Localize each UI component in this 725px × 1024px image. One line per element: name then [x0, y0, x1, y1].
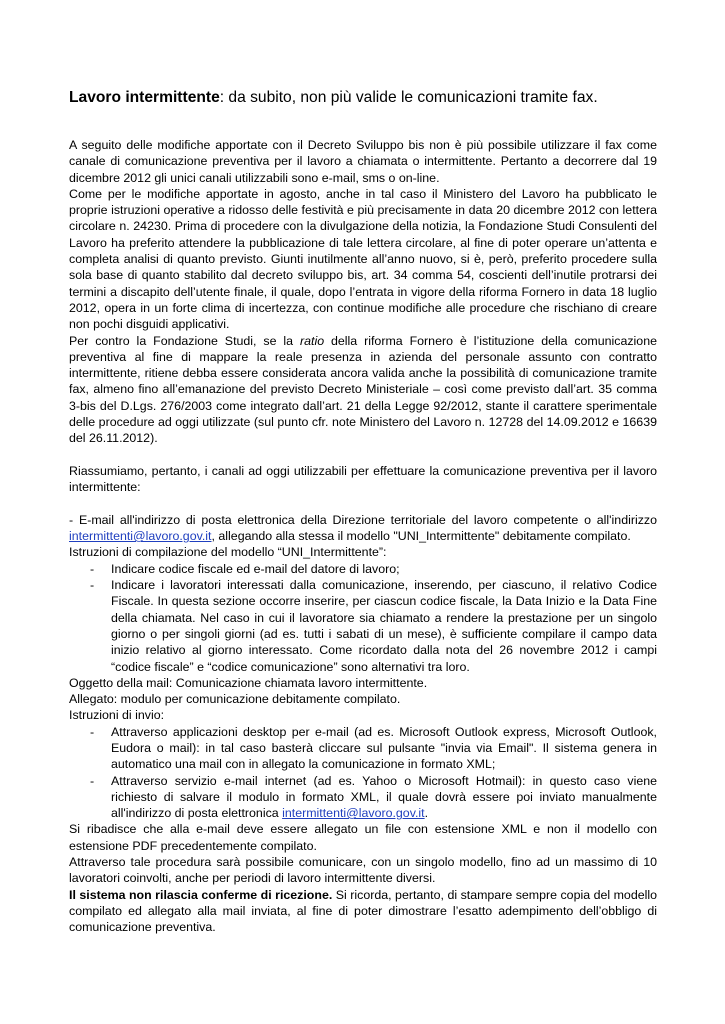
- email-link[interactable]: intermittenti@lavoro.gov.it: [282, 806, 425, 821]
- list-item: - Attraverso servizio e-mail internet (ad es. Yahoo o Microsoft Hotmail): in questo caso viene richiesto di salvare il modulo in formato XML, il quale dovrà essere poi inviato manualmente all'indirizzo di posta elettronica intermittenti@lavoro.gov.it.: [90, 773, 657, 821]
- list-item: - Attraverso applicazioni desktop per e-mail (ad es. Microsoft Outlook express, Microsoft Outlook, Eudora o mail): in tal caso basterà cliccare sul pulsante "invia via Email". Il sistema genera in automatico una mail con in allegato la comunicazione in formato XML;: [90, 724, 657, 772]
- ratio-italic: ratio: [299, 333, 325, 348]
- list-item: - Indicare i lavoratori interessati dalla comunicazione, inserendo, per ciascuno, il relativo Codice Fiscale. In questa sezione occorre inserire, per ciascun codice fiscale, la Data Inizio e la Data Fine della chiamata. Nel caso in cui il lavoratore sia chiamato a rendere la prestazione per un singolo giorno o per singoli giorni (ad es. tutti i sabati di un mese), è sufficiente compilare il campo data inizio relativo al giorno interessato. Come ricordato dalla nota del 26 novembre 2012 i campi “codice fiscale” e “codice comunicazione” sono alternativi tra loro.: [90, 578, 657, 674]
- allegato-line: Allegato: modulo per comunicazione debitamente compilato.: [69, 692, 401, 707]
- istruzioni-invio-heading: Istruzioni di invio:: [69, 708, 165, 723]
- paragraph-intro: A seguito delle modifiche apportate con il Decreto Sviluppo bis non è più possibile utilizzare il fax come canale di comunicazione preventiva per il lavoro a chiamata o intermittente. Pertanto a decorrere dal 19 dicembre 2012 gli unici canali utilizzabili sono e-mail, sms o on-line.: [69, 138, 657, 185]
- document-title: [69, 88, 669, 108]
- send-list: [69, 724, 657, 822]
- paragraph-fondazione: Per contro la Fondazione Studi, se la ratio della riforma Fornero è l’istituzione della comunicazione preventiva al fine di mappare la reale presenza in azienda del personale assunto con contratto intermittente, ritiene debba essere considerata ancora valida anche la possibilità di comunicazione tramite fax, almeno fino all’emanazione del previsto Decreto Ministeriale – così come previsto dall’art. 35 comma 3-bis del D.Lgs. 276/2003 come integrato dall’art. 21 della Legge 92/2012, stante il carattere sperimentale delle procedure ad oggi utilizzate (sul punto cfr. note Ministero del Lavoro n. 12728 del 14.09.2012 e 16639 del 26.11.2012).: [69, 333, 657, 446]
- email-link[interactable]: intermittenti@lavoro.gov.it: [69, 529, 212, 544]
- compilation-list: [69, 561, 657, 675]
- list-item: - Indicare codice fiscale ed e-mail del datore di lavoro;: [90, 561, 400, 576]
- title-rest: : da subito, non più valide le comunicazioni tramite fax.: [219, 89, 598, 106]
- final-bold: Il sistema non rilascia conferme di ricezione.: [69, 887, 333, 902]
- paragraph-riassumiamo: Riassumiamo, pertanto, i canali ad oggi utilizzabili per effettuare la comunicazione preventiva per il lavoro intermittente:: [69, 463, 657, 495]
- paragraph-procedura: Attraverso tale procedura sarà possibile comunicare, con un singolo modello, fino ad un massimo di 10 lavoratori coinvolti, anche per periodi di lavoro intermittente diversi.: [69, 855, 657, 886]
- oggetto-line: Oggetto della mail: Comunicazione chiamata lavoro intermittente.: [69, 675, 428, 690]
- istruzioni-compilazione-heading: Istruzioni di compilazione del modello “UNI_Intermittente”:: [69, 545, 387, 560]
- paragraph-ribadisce: Si ribadisce che alla e-mail deve essere allegato un file con estensione XML e non il modello con estensione PDF precedentemente compilato.: [69, 822, 657, 853]
- paragraph-final: Il sistema non rilascia conferme di ricezione. Si ricorda, pertanto, di stampare sempre copia del modello compilato ed allegato alla mail inviata, al fine di poter dimostrare l’esatto adempimento dell’obbligo di comunicazione preventiva.: [69, 887, 657, 935]
- title-bold: Lavoro intermittente: [69, 89, 220, 106]
- paragraph-email: - E-mail all'indirizzo di posta elettronica della Direzione territoriale del lavoro competente o all'indirizzo intermittenti@lavoro.gov.it, allegando alla stessa il modello "UNI_Intermittente" debitamente compilato.: [69, 512, 657, 544]
- paragraph-agosto: Come per le modifiche apportate in agosto, anche in tal caso il Ministero del Lavoro ha pubblicato le proprie istruzioni operative a ridosso delle festività e più precisamente in data 20 dicembre 2012 con lettera circolare n. 24230. Prima di procedere con la divulgazione della notizia, la Fondazione Studi Consulenti del Lavoro ha preferito attendere la pubblicazione di tale lettera circolare, al fine di poter operare un’attenta e completa analisi di quanto previsto. Giunti inutilmente all’anno nuovo, si è, però, preferito procedere sulla sola base di quanto stabilito dal decreto sviluppo bis, art. 34 comma 54, coscienti dell’inutile protrarsi dei termini a discapito dell’utente finale, il quale, dopo l’entrata in vigore della riforma Fornero in data 18 luglio 2012, opera in un forte clima di incertezza, con continue modifiche alle procedure che rischiano di creare non pochi disguidi applicativi.: [69, 186, 657, 332]
- document-body: [69, 137, 657, 936]
